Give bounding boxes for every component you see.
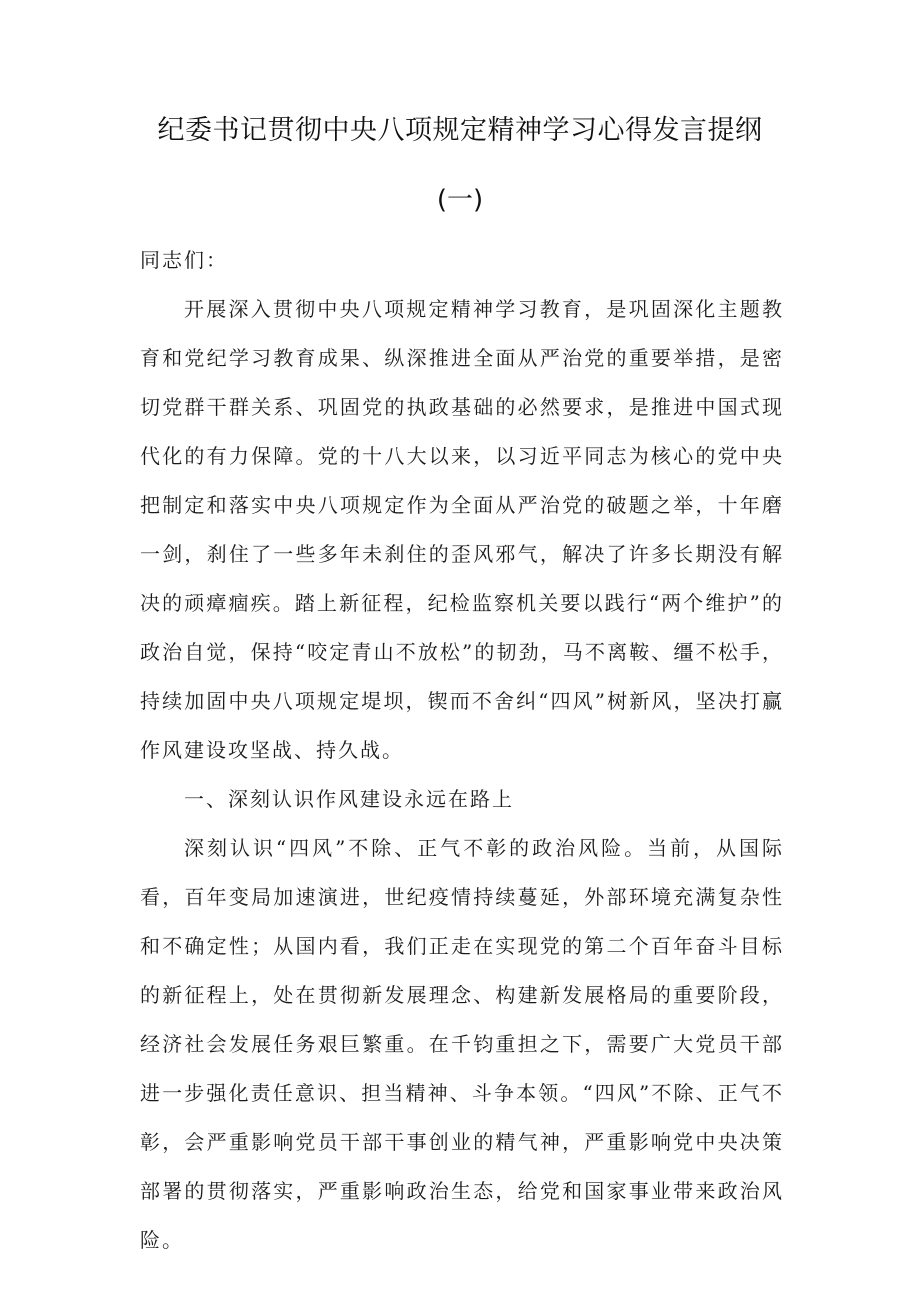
document-title: 纪委书记贯彻中央八项规定精神学习心得发言提纲	[157, 115, 763, 146]
section-heading: 一、深刻认识作风建设永远在路上	[184, 787, 514, 811]
paragraph-section-1: 深刻认识“四风”不除、正气不彰的政治风险。当前，从国际看，百年变局加速演进，世纪疫情持续蔓延，外部环境充满复杂性和不确定性；从国内看，我们正走在实现党的第二个百年奋斗目标的新征程上，处在贯彻新发展理念、构建新发展格局的重要阶段，经济社会发展任务艰巨繁重。在千钧重担之下，需要广大党员干部进一步强化责任意识、担当精神、斗争本领。“四风”不除、正气不彰，会严重影响党员干部干事创业的精气神，严重影响党中央决策部署的贯彻落实，严重影响政治生态，给党和国家事业带来政治风险。	[140, 836, 784, 1252]
paragraph-intro: 开展深入贯彻中央八项规定精神学习教育，是巩固深化主题教育和党纪学习教育成果、纵深推进全面从严治党的重要举措，是密切党群干群关系、巩固党的执政基础的必然要求，是推进中国式现代化的有力保障。党的十八大以来，以习近平同志为核心的党中央把制定和落实中央八项规定作为全面从严治党的破题之举，十年磨一剑，刹住了一些多年未刹住的歪风邪气，解决了许多长期没有解决的顽瘴痼疾。踏上新征程，纪检监察机关要以践行“两个维护”的政治自觉，保持“咬定青山不放松”的韧劲，马不离鞍、缰不松手，持续加固中央八项规定堤坝，锲而不舍纠“四风”树新风，坚决打赢作风建设攻坚战、持久战。	[140, 297, 784, 762]
document-subtitle: (一)	[436, 185, 484, 215]
salutation: 同志们：	[140, 248, 228, 272]
document-body	[140, 236, 784, 1265]
